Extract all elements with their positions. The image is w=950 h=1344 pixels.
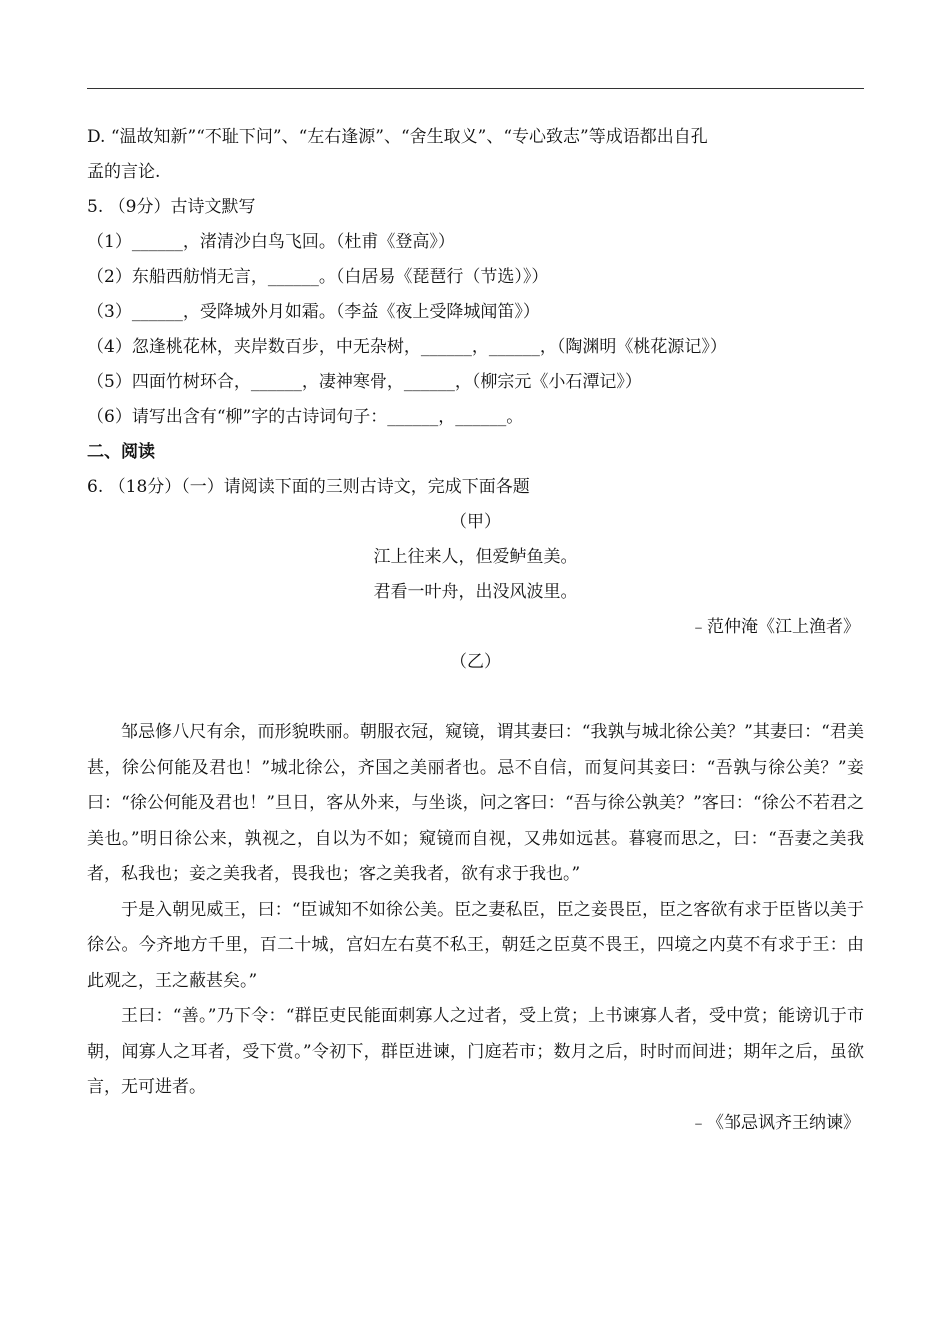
prose-yi-label: （乙） [450,652,501,672]
question-5-item-1: （1）______，渚清沙白鸟飞回。（杜甫《登高》） [87,232,455,252]
prose-yi-paragraph-1: 邹忌修八尺有余，而形貌昳丽。朝服衣冠，窥镜，谓其妻曰：“我孰与城北徐公美？”其妻曰：“君美甚，徐公何能及君也！”城北徐公，齐国之美丽者也。忌不自信，而复问其妾曰：“吾孰与徐公美？”妾曰：“徐公何能及君也！”旦日，客从外来，与坐谈，问之客曰：“吾与徐公孰美？”客曰：“徐公不若君之美也。”明日徐公来，孰视之，自以为不如；窥镜而自视，又弗如远甚。暮寝而思之，曰：“吾妻之美我者，私我也；妾之美我者，畏我也；客之美我者，欲有求于我也。” [87,722,864,884]
poem-jia-line-1: 江上往来人，但爱鲈鱼美。 [373,547,578,567]
prose-yi-paragraph-2: 于是入朝见威王，曰：“臣诚知不如徐公美。臣之妻私臣，臣之妾畏臣，臣之客欲有求于臣皆以美于徐公。今齐地方千里，百二十城，宫妇左右莫不私王，朝廷之臣莫不畏王，四境之内莫不有求于王：由此观之，王之蔽甚矣。” [87,899,864,991]
question-6-title: 6. （18分）（一）请阅读下面的三则古诗文，完成下面各题 [87,477,530,497]
poem-jia-source: ﹣范仲淹《江上渔者》 [690,617,860,637]
question-5-item-6: （6）请写出含有“柳”字的古诗词句子：______，______。 [87,407,524,427]
question-5-item-4: （4）忽逢桃花林，夹岸数百步，中无杂树，______，______，（陶渊明《桃花源记》） [87,337,727,357]
header-rule [87,88,864,89]
question-5-item-3: （3）______，受降城外月如霜。（李益《夜上受降城闻笛》） [87,302,540,322]
prose-yi-paragraph-3: 王曰：“善。”乃下令：“群臣吏民能面刺寡人之过者，受上赏；上书谏寡人者，受中赏；能谤讥于市朝，闻寡人之耳者，受下赏。”令初下，群臣进谏，门庭若市；数月之后，时时而间进；期年之后，虽欲言，无可进者。 [87,1006,864,1097]
poem-jia-label: （甲） [450,512,501,532]
question-5-title: 5. （9分）古诗文默写 [87,197,256,217]
document-content [87,120,864,1141]
poem-jia-line-2: 君看一叶舟，出没风波里。 [373,582,578,602]
question-5-item-5: （5）四面竹树环合，______，凄神寒骨，______，（柳宗元《小石潭记》） [87,372,642,392]
blank-line [87,680,864,715]
section-heading-reading: 二、阅读 [87,442,155,462]
option-d-line-2: 孟的言论. [87,162,161,182]
question-5-item-2: （2）东船西舫悄无言，______。（白居易《琵琶行（节选）》） [87,267,549,287]
option-d-line-1: D. “温故知新”“不耻下问”、“左右逢源”、“舍生取义”、“专心致志”等成语都出自孔 [87,127,708,147]
prose-yi-source: ﹣《邹忌讽齐王纳谏》 [690,1112,860,1133]
